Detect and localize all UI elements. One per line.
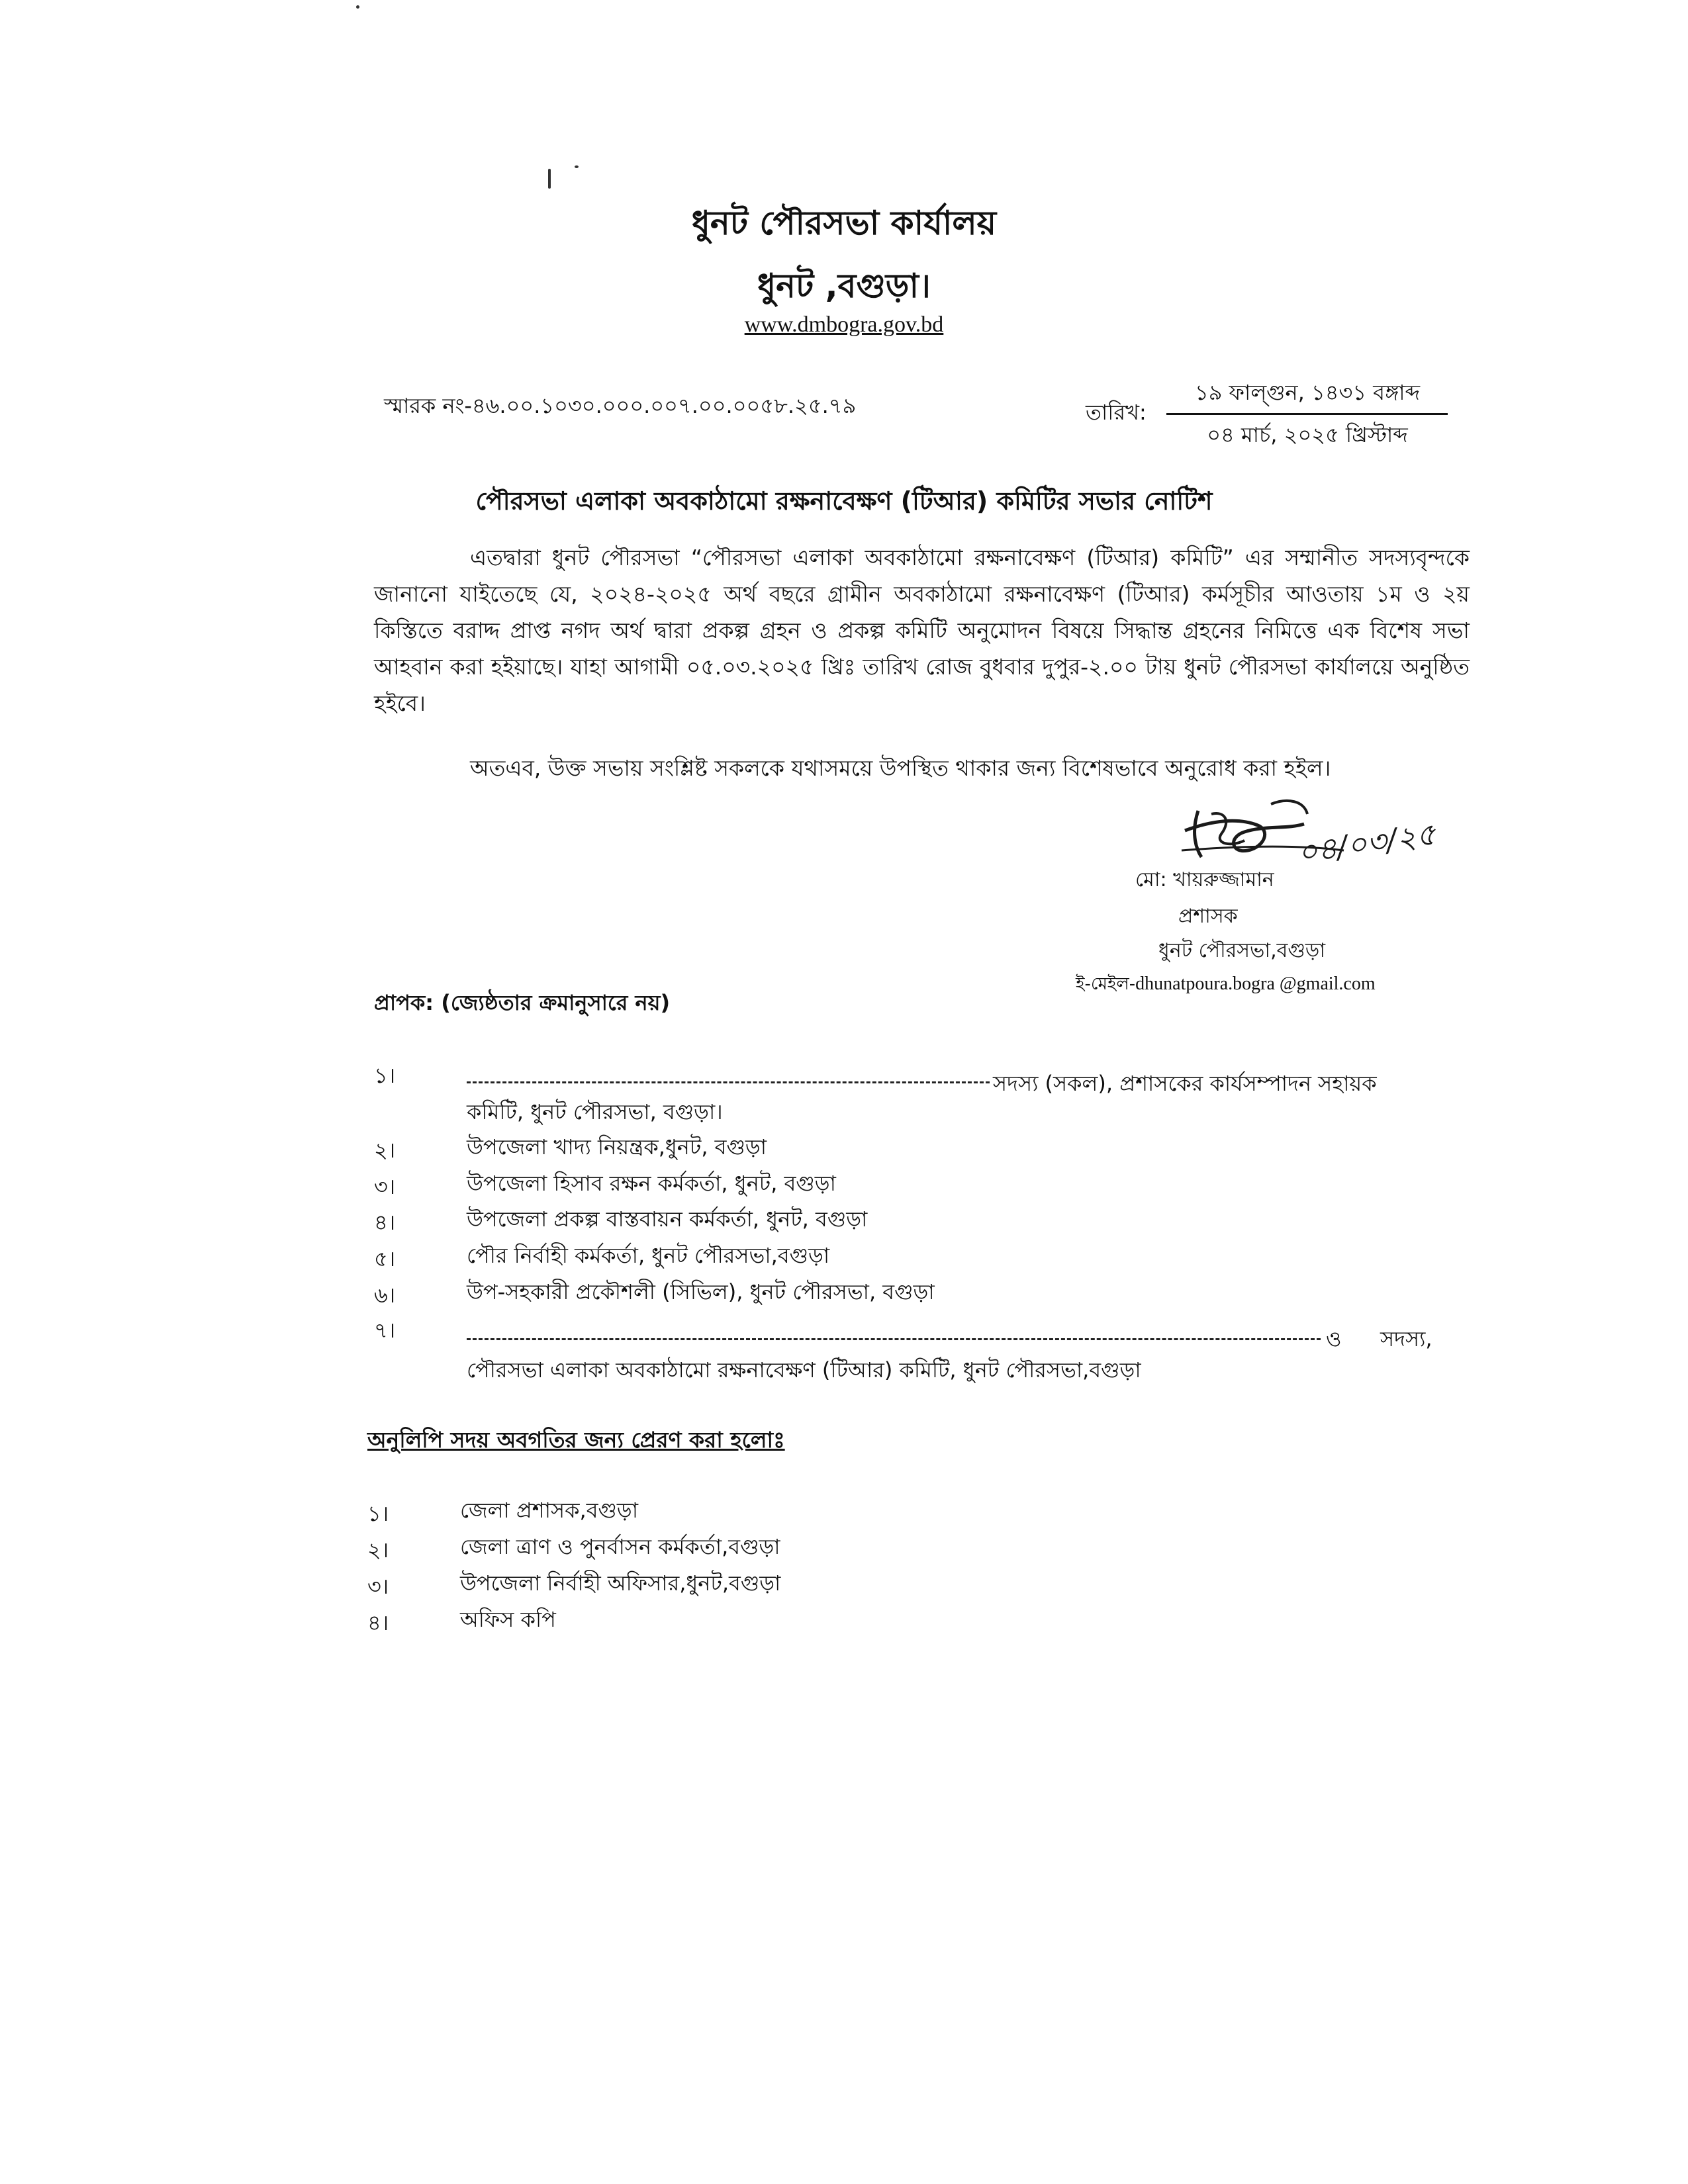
recipients-heading: প্রাপক: (জ্যেষ্ঠতার ক্রমানুসারে নয়)	[374, 990, 671, 1015]
scan-speck	[548, 169, 551, 189]
website-link[interactable]	[0, 312, 1688, 338]
copy-text: উপজেলা নির্বাহী অফিসার,ধুনট,বগুড়া	[460, 1570, 781, 1596]
recipient-number: ৪।	[374, 1210, 396, 1235]
recipient-number: ৬।	[374, 1283, 396, 1308]
copies-heading: অনুলিপি সদয় অবগতির জন্য প্রেরণ করা হলোঃ	[367, 1427, 785, 1453]
email-address[interactable]: dhunatpoura.bogra @gmail.com	[1135, 974, 1376, 994]
memo-reference: স্মারক নং-৪৬.০০.১০৩০.০০০.০০৭.০০.০০৫৮.২৫.৭৯	[384, 393, 857, 418]
scan-speck	[356, 5, 359, 9]
copy-text: অফিস কপি	[460, 1607, 556, 1632]
recipient-text: সদস্য (সকল), প্রশাসকের কার্যসম্পাদন সহায়ক	[993, 1071, 1377, 1096]
recipient-text: উপজেলা খাদ্য নিয়ন্ত্রক,ধুনট, বগুড়া	[467, 1134, 767, 1160]
date-bengali: ১৯ ফাল্গুন, ১৪৩১ বঙ্গাব্দ	[1194, 380, 1421, 405]
blank-line	[467, 1338, 1321, 1340]
office-name: ধুনট পৌরসভা কার্যালয়	[691, 204, 997, 242]
signatory-email	[1076, 970, 1376, 999]
scan-speck	[575, 165, 579, 168]
date-label: তারিখ:	[1086, 400, 1147, 425]
recipient-text: উপজেলা হিসাব রক্ষন কর্মকর্তা, ধুনট, বগুড়া	[467, 1171, 836, 1196]
recipient-text: উপ-সহকারী প্রকৌশলী (সিভিল), ধুনট পৌরসভা, বগুড়া	[467, 1279, 935, 1304]
recipient-number: ৭।	[374, 1318, 396, 1343]
recipient-text: পৌরসভা এলাকা অবকাঠামো রক্ষনাবেক্ষণ (টিআর) কমিটি, ধুনট পৌরসভা,বগুড়া	[467, 1357, 1141, 1383]
recipient-text: সদস্য,	[1380, 1326, 1432, 1351]
copy-number: ৪।	[367, 1610, 389, 1635]
recipient-number: ১।	[374, 1063, 396, 1088]
blank-line	[467, 1081, 990, 1083]
copy-number: ১।	[367, 1501, 389, 1526]
recipient-text: পৌর নির্বাহী কর্মকর্তা, ধুনট পৌরসভা,বগুড়া	[467, 1243, 830, 1268]
signatory-name: মো: খায়রুজ্জামান	[1135, 868, 1274, 891]
office-location: ধুনট ,বগুড়া।	[757, 267, 931, 305]
recipient-text: উপজেলা প্রকল্প বাস্তবায়ন কর্মকর্তা, ধুনট, বগুড়া	[467, 1206, 868, 1232]
copy-text: জেলা প্রশাসক,বগুড়া	[460, 1498, 639, 1523]
recipient-number: ৫।	[374, 1246, 396, 1271]
body-paragraph-1: এতদ্বারা ধুনট পৌরসভা “পৌরসভা এলাকা অবকাঠামো রক্ষনাবেক্ষণ (টিআর) কমিটি” এর সম্মানীত সদস্যবৃন্দকে জানানো যাইতেছে যে, ২০২৪-২০২৫ অর্থ বছরে গ্রামীন অবকাঠামো রক্ষনাবেক্ষণ (টিআর) কর্মসূচীর আওতায় ১ম ও ২য় কিস্তিতে বরাদ্দ প্রাপ্ত নগদ অর্থ দ্বারা প্রকল্প গ্রহন ও প্রকল্প কমিটি অনুমোদন বিষয়ে সিদ্ধান্ত গ্রহনের নিমিত্তে এক বিশেষ সভা আহবান করা হইয়াছে। যাহা আগামী ০৫.০৩.২০২৫ খ্রিঃ তারিখ রোজ বুধবার দুপুর-২.০০ টায় ধুনট পৌরসভা কার্যালয়ে অনুষ্ঠিত হইবে।	[374, 545, 1470, 716]
date-divider	[1166, 413, 1448, 415]
website-text[interactable]: www.dmbogra.gov.bd	[744, 312, 944, 337]
copy-number: ৩।	[367, 1574, 389, 1599]
recipient-number: ২।	[374, 1138, 396, 1163]
handwritten-date: ০৪/০৩/২৫	[1295, 815, 1438, 871]
recipient-text: ও	[1326, 1326, 1342, 1351]
notice-title: পৌরসভা এলাকা অবকাঠামো রক্ষনাবেক্ষণ (টিআর) কমিটির সভার নোটিশ	[475, 486, 1213, 516]
signatory-office: ধুনট পৌরসভা,বগুড়া	[1158, 939, 1326, 962]
copy-number: ২।	[367, 1537, 389, 1563]
body-paragraph-2: অতএব, উক্ত সভায় সংশ্লিষ্ট সকলকে যথাসময়ে উপস্থিত থাকার জন্য বিশেষভাবে অনুরোধ করা হইল।	[470, 755, 1331, 781]
date-gregorian: ০৪ মার্চ, ২০২৫ খ্রিস্টাব্দ	[1207, 422, 1408, 447]
recipient-number: ৩।	[374, 1174, 396, 1199]
copy-text: জেলা ত্রাণ ও পুনর্বাসন কর্মকর্তা,বগুড়া	[460, 1534, 780, 1559]
email-label: ই-মেইল-	[1076, 974, 1136, 994]
signatory-designation: প্রশাসক	[1178, 905, 1238, 928]
recipient-text: কমিটি, ধুনট পৌরসভা, বগুড়া।	[467, 1099, 723, 1124]
